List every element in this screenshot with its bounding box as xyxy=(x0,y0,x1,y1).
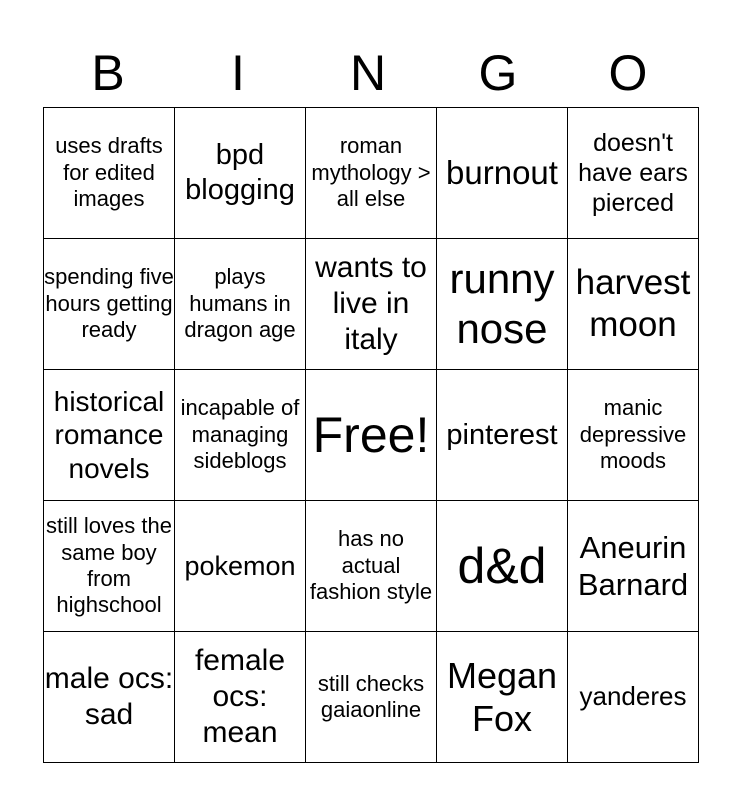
bingo-cell xyxy=(568,501,699,632)
bingo-cell xyxy=(44,501,175,632)
bingo-cell xyxy=(437,501,568,632)
cell-text: still checks gaiaonline xyxy=(317,670,425,722)
bingo-cell xyxy=(568,632,699,763)
bingo-cell xyxy=(437,108,568,239)
bingo-cell xyxy=(44,632,175,763)
bingo-cell xyxy=(306,632,437,763)
header-letter-o: O xyxy=(608,45,648,101)
bingo-board xyxy=(43,107,699,763)
bingo-cell xyxy=(437,239,568,370)
cell-text: bpd blogging xyxy=(185,139,295,206)
cell-text: yanderes xyxy=(579,681,687,712)
cell-text: incapable of managing sideblogs xyxy=(180,395,300,474)
cell-text: still loves the same boy from highschool xyxy=(46,513,172,618)
cell-text: wants to live in italy xyxy=(315,251,427,356)
cell-text: uses drafts for edited images xyxy=(55,133,163,212)
cell-text: pinterest xyxy=(446,418,558,451)
cell-text: Megan Fox xyxy=(446,654,558,739)
cell-text: manic depressive moods xyxy=(579,395,687,474)
cell-text: female ocs: mean xyxy=(194,644,286,749)
bingo-cell xyxy=(568,370,699,501)
bingo-cell xyxy=(44,370,175,501)
bingo-cell xyxy=(437,370,568,501)
bingo-cell xyxy=(175,239,306,370)
board-row xyxy=(44,370,699,501)
cell-text: harvest moon xyxy=(575,263,691,344)
cell-text: runny nose xyxy=(449,254,555,352)
header-letter-b: B xyxy=(91,45,125,101)
cell-text: burnout xyxy=(446,154,558,192)
bingo-cell xyxy=(568,239,699,370)
bingo-cell xyxy=(306,108,437,239)
bingo-header xyxy=(43,40,693,106)
cell-text: roman mythology > all else xyxy=(311,133,431,212)
cell-text: male ocs: sad xyxy=(44,662,174,731)
free-space-text: Free! xyxy=(312,407,430,463)
board-row xyxy=(44,239,699,370)
header-letter-g: G xyxy=(478,45,518,101)
board-row xyxy=(44,632,699,763)
bingo-cell xyxy=(306,501,437,632)
header-letter-i: I xyxy=(231,45,245,101)
cell-text: has no actual fashion style xyxy=(309,526,433,605)
bingo-cell xyxy=(175,108,306,239)
free-space-cell xyxy=(306,370,437,501)
bingo-cell xyxy=(175,370,306,501)
bingo-cell xyxy=(437,632,568,763)
bingo-cell xyxy=(175,632,306,763)
cell-text: doesn't have ears pierced xyxy=(578,129,688,217)
bingo-cell xyxy=(44,108,175,239)
cell-text: historical romance novels xyxy=(53,385,165,484)
cell-text: pokemon xyxy=(184,550,296,581)
board-row xyxy=(44,108,699,239)
bingo-cell xyxy=(306,239,437,370)
cell-text: d&d xyxy=(457,538,547,594)
cell-text: Aneurin Barnard xyxy=(577,529,689,602)
bingo-cell xyxy=(175,501,306,632)
cell-text: spending five hours getting ready xyxy=(44,264,174,343)
cell-text: plays humans in dragon age xyxy=(184,264,296,343)
bingo-cell xyxy=(44,239,175,370)
board-row xyxy=(44,501,699,632)
header-letter-n: N xyxy=(349,45,387,101)
bingo-cell xyxy=(568,108,699,239)
